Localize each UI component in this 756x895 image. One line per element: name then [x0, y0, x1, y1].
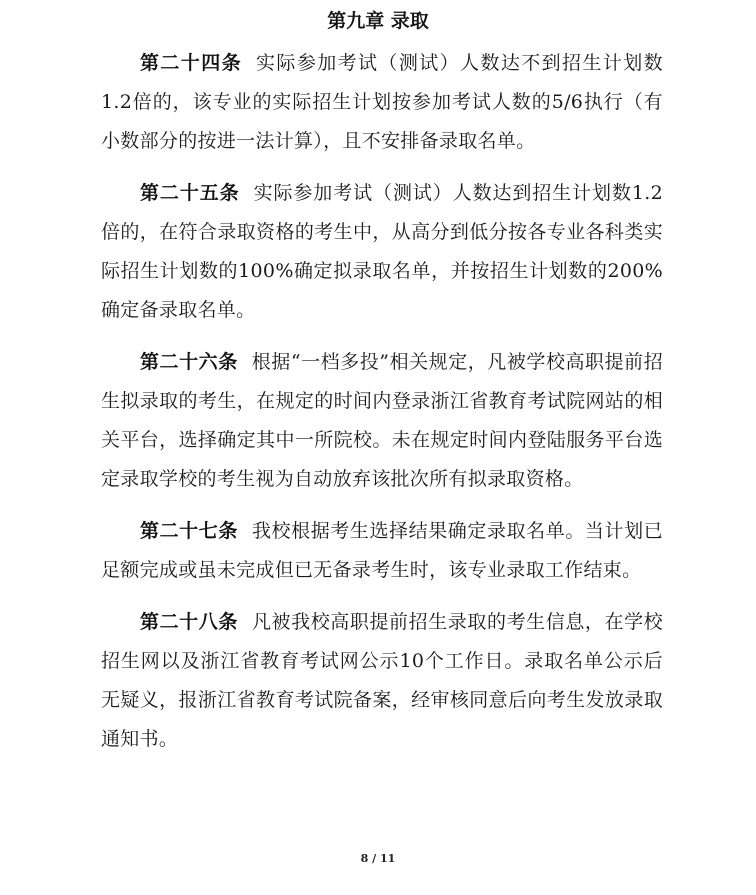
article-text: 实际参加考试（测试）人数达到招生计划数1.2倍的，在符合录取资格的考生中，从高分到低分按各专业各科类实际招生计划数的100%确定拟录取名单，并按招生计划数的200%确定备录取名单。	[101, 182, 663, 321]
article-label: 第二十八条	[140, 611, 238, 633]
article-text: 根据“一档多投”相关规定，凡被学校高职提前招生拟录取的考生，在规定的时间内登录浙江省教育考试院网站的相关平台，选择确定其中一所院校。未在规定时间内登陆服务平台选定录取学校的考生视为自动放弃该批次所有拟录取资格。	[101, 351, 663, 490]
article-25	[101, 174, 663, 330]
chapter-title: 第九章 录取	[327, 10, 429, 32]
article-label: 第二十七条	[140, 520, 238, 542]
article-28	[101, 603, 663, 759]
article-text: 凡被我校高职提前招生录取的考生信息，在学校招生网以及浙江省教育考试网公示10个工作日。录取名单公示后无疑义，报浙江省教育考试院备案，经审核同意后向考生发放录取通知书。	[101, 611, 663, 750]
article-label: 第二十四条	[140, 52, 243, 74]
article-label: 第二十六条	[140, 351, 238, 373]
article-26	[101, 343, 663, 499]
page-number: 8 / 11	[360, 852, 396, 865]
article-list	[101, 44, 663, 772]
article-24	[101, 44, 663, 161]
article-label: 第二十五条	[140, 182, 240, 204]
article-text: 实际参加考试（测试）人数达不到招生计划数1.2倍的，该专业的实际招生计划按参加考试人数的5/6执行（有小数部分的按进一法计算），且不安排备录取名单。	[101, 52, 663, 152]
article-27	[101, 512, 663, 590]
article-text: 我校根据考生选择结果确定录取名单。当计划已足额完成或虽未完成但已无备录考生时，该专业录取工作结束。	[101, 520, 663, 581]
